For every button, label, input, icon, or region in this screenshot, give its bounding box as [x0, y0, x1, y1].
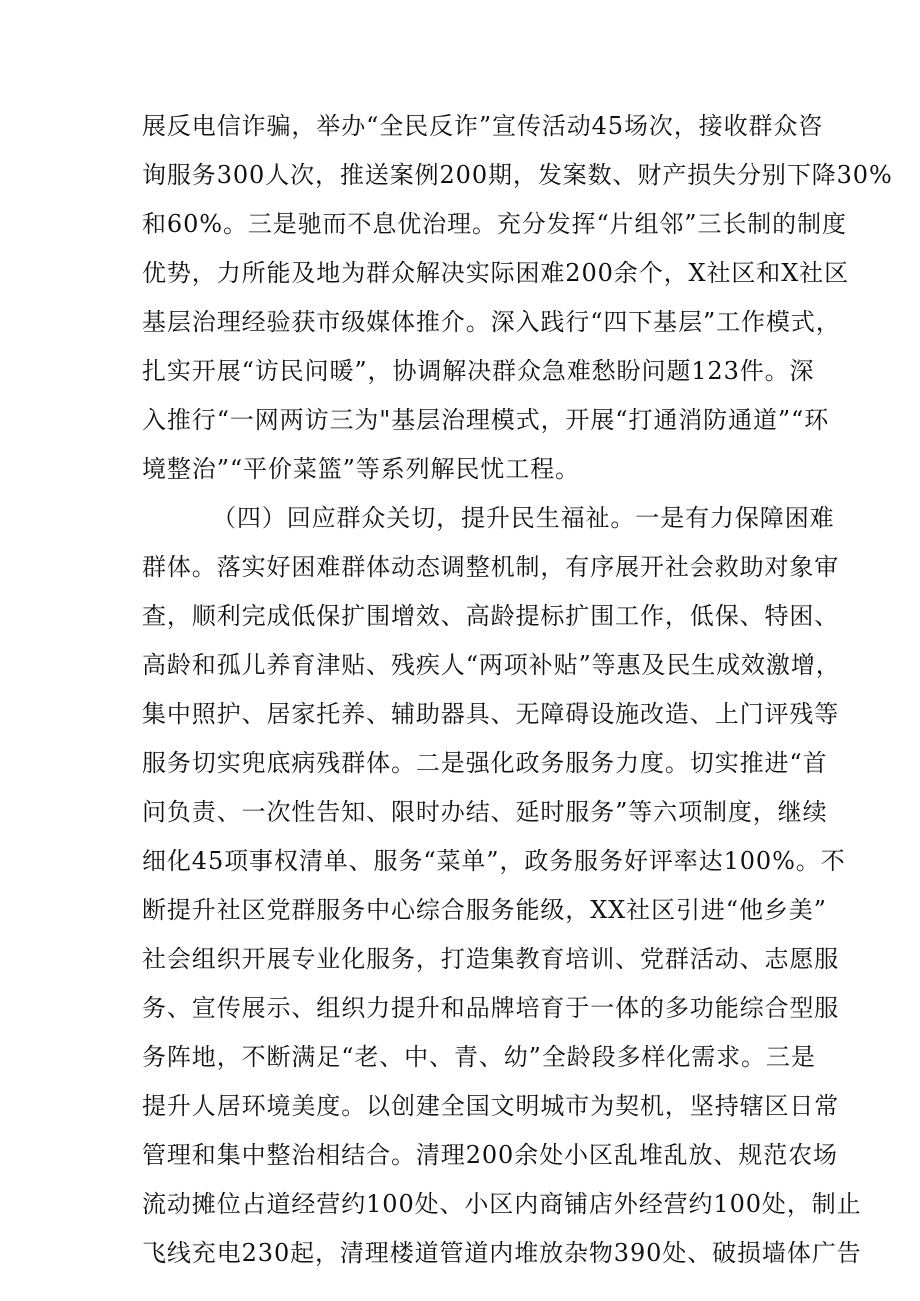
text-line: 境整治”“平价菜篮”等系列解民忧工程。 — [142, 455, 580, 483]
text-line: 务、宣传展示、组织力提升和品牌培育于一体的多功能综合型服 — [142, 994, 840, 1022]
text-line: 展反电信诈骗，举办“全民反诈”宣传活动45场次，接收群众咨 — [142, 112, 824, 140]
text-line: 群体。落实好困难群体动态调整机制，有序展开社会救助对象审 — [142, 553, 840, 581]
text-line: 扎实开展“访民问暖”，协调解决群众急难愁盼问题123件。深 — [142, 357, 815, 385]
text-line: 优势，力所能及地为群众解决实际困难200余个，X社区和X社区 — [142, 259, 849, 287]
text-line: 务阵地，不断满足“老、中、青、幼”全龄段多样化需求。三是 — [142, 1043, 816, 1071]
text-line: 高龄和孤儿养育津贴、残疾人“两项补贴”等惠及民生成效激增， — [142, 651, 841, 679]
text-line: 询服务300人次，推送案例200期，发案数、财产损失分别下降30% — [142, 161, 893, 189]
text-line: 查，顺利完成低保扩围增效、高龄提标扩围工作，低保、特困、 — [142, 602, 840, 630]
text-line: 管理和集中整治相结合。清理200余处小区乱堆乱放、规范农场 — [142, 1141, 838, 1169]
text-line: 基层治理经验获市级媒体推介。深入践行“四下基层”工作模式， — [142, 308, 841, 336]
text-line: 集中照护、居家托养、辅助器具、无障碍设施改造、上门评残等 — [142, 700, 840, 728]
text-line: 细化45项事权清单、服务“菜单”，政务服务好评率达100%。不 — [142, 847, 846, 875]
text-line: 入推行“一网两访三为"基层治理模式，开展“打通消防通道”“环 — [142, 406, 830, 434]
text-line: 提升人居环境美度。以创建全国文明城市为契机，坚持辖区日常 — [142, 1092, 840, 1120]
text-line: 和60%。三是驰而不息优治理。充分发挥“片组邻”三长制的制度 — [142, 210, 847, 238]
text-line: 流动摊位占道经营约100处、小区内商铺店外经营约100处，制止 — [142, 1190, 862, 1218]
text-line: 断提升社区党群服务中心综合服务能级，XX社区引进“他乡美” — [142, 896, 827, 924]
text-line: 问负责、一次性告知、限时办结、延时服务”等六项制度，继续 — [142, 798, 828, 826]
text-line: 飞线充电230起，清理楼道管道内堆放杂物390处、破损墙体广告 — [142, 1239, 862, 1267]
paragraph-heading-line: （四）回应群众关切，提升民生福祉。一是有力保障困难 — [212, 504, 835, 532]
text-line: 服务切实兜底病残群体。二是强化政务服务力度。切实推进“首 — [142, 749, 828, 777]
text-line: 社会组织开展专业化服务，打造集教育培训、党群活动、志愿服 — [142, 945, 840, 973]
